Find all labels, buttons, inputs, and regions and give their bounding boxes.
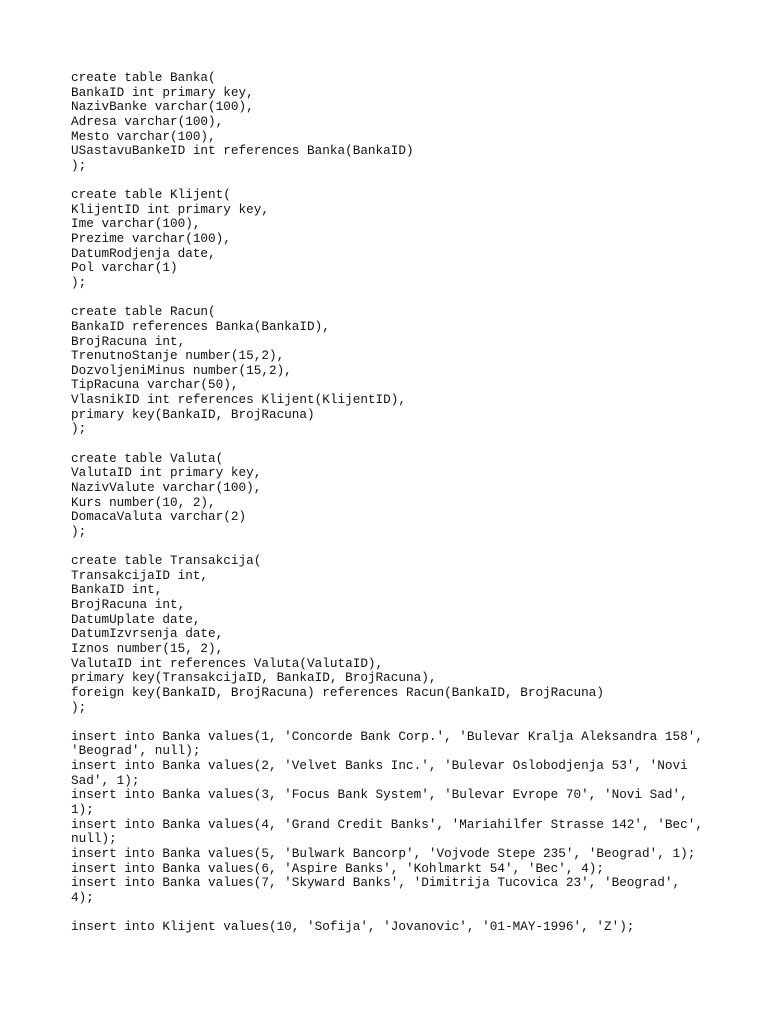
code-line: ); [71,157,87,173]
code-line: ); [71,421,87,437]
code-line: KlijentID int primary key, [71,201,269,217]
code-line: Kurs number(10, 2), [71,494,216,510]
code-line: ValutaID int primary key, [71,465,262,481]
code-line: Mesto varchar(100), [71,128,216,144]
sql-document [71,71,721,949]
code-line: NazivValute varchar(100), [71,479,262,495]
code-line: Iznos number(15, 2), [71,640,224,656]
code-line: BrojRacuna int, [71,333,186,349]
code-line: VlasnikID int references Klijent(KlijentID), [71,392,407,408]
code-line: ); [71,699,87,715]
code-line: BankaID int primary key, [71,84,254,100]
code-line: insert into Banka values(1, 'Concorde Bank Corp.', 'Bulevar Kralja Aleksandra 158', [71,728,703,744]
code-line: TrenutnoStanje number(15,2), [71,348,285,364]
code-line: ); [71,523,87,539]
code-line: insert into Banka values(5, 'Bulwark Bancorp', 'Vojvode Stepe 235', 'Beograd', 1); [71,845,696,861]
code-line: insert into Banka values(2, 'Velvet Banks Inc.', 'Bulevar Oslobodjenja 53', 'Novi [71,758,688,774]
code-line: 4); [71,889,94,905]
code-line: create table Valuta( [71,450,224,466]
code-line: 'Beograd', null); [71,743,201,759]
code-line: create table Racun( [71,304,216,320]
code-line: TipRacuna varchar(50), [71,377,239,393]
code-line: ValutaID int references Valuta(ValutaID), [71,655,384,671]
code-line: BankaID references Banka(BankaID), [71,318,330,334]
code-line: USastavuBankeID int references Banka(BankaID) [71,143,414,159]
code-line: Pol varchar(1) [71,260,178,276]
code-line: 1); [71,802,94,818]
create-table-racun-block [71,305,721,437]
insert-banka-block [71,730,721,906]
code-line: DatumUplate date, [71,611,201,627]
code-line: insert into Banka values(4, 'Grand Credit Banks', 'Mariahilfer Strasse 142', 'Bec', [71,816,703,832]
code-line: DomacaValuta varchar(2) [71,509,247,525]
create-table-valuta-block [71,452,721,540]
code-line: BankaID int, [71,582,163,598]
code-line: foreign key(BankaID, BrojRacuna) references Racun(BankaID, BrojRacuna) [71,684,604,700]
code-line: insert into Banka values(3, 'Focus Bank System', 'Bulevar Evrope 70', 'Novi Sad', [71,787,688,803]
code-line: Adresa varchar(100), [71,113,224,129]
code-line: ); [71,274,87,290]
create-table-transakcija-block [71,554,721,715]
code-line: Sad', 1); [71,772,140,788]
code-line: Prezime varchar(100), [71,231,231,247]
code-line: TransakcijaID int, [71,567,209,583]
create-table-klijent-block [71,188,721,290]
code-line: insert into Banka values(6, 'Aspire Banks', 'Kohlmarkt 54', 'Bec', 4); [71,860,604,876]
code-line: DozvoljeniMinus number(15,2), [71,362,292,378]
code-line: primary key(BankaID, BrojRacuna) [71,406,315,422]
code-line: insert into Banka values(7, 'Skyward Banks', 'Dimitrija Tucovica 23', 'Beograd', [71,875,681,891]
code-line: insert into Klijent values(10, 'Sofija', 'Jovanovic', '01-MAY-1996', 'Z'); [71,919,635,935]
code-line: BrojRacuna int, [71,597,186,613]
code-line: create table Klijent( [71,187,231,203]
code-line: create table Banka( [71,70,216,85]
code-line: Ime varchar(100), [71,216,201,232]
code-line: primary key(TransakcijaID, BankaID, BrojRacuna), [71,670,437,686]
code-line: create table Transakcija( [71,553,262,569]
code-line: DatumRodjenja date, [71,245,216,261]
insert-klijent-block [71,920,721,935]
create-table-banka-block [71,71,721,173]
code-line: NazivBanke varchar(100), [71,99,254,115]
code-line: null); [71,831,117,847]
code-line: DatumIzvrsenja date, [71,626,224,642]
